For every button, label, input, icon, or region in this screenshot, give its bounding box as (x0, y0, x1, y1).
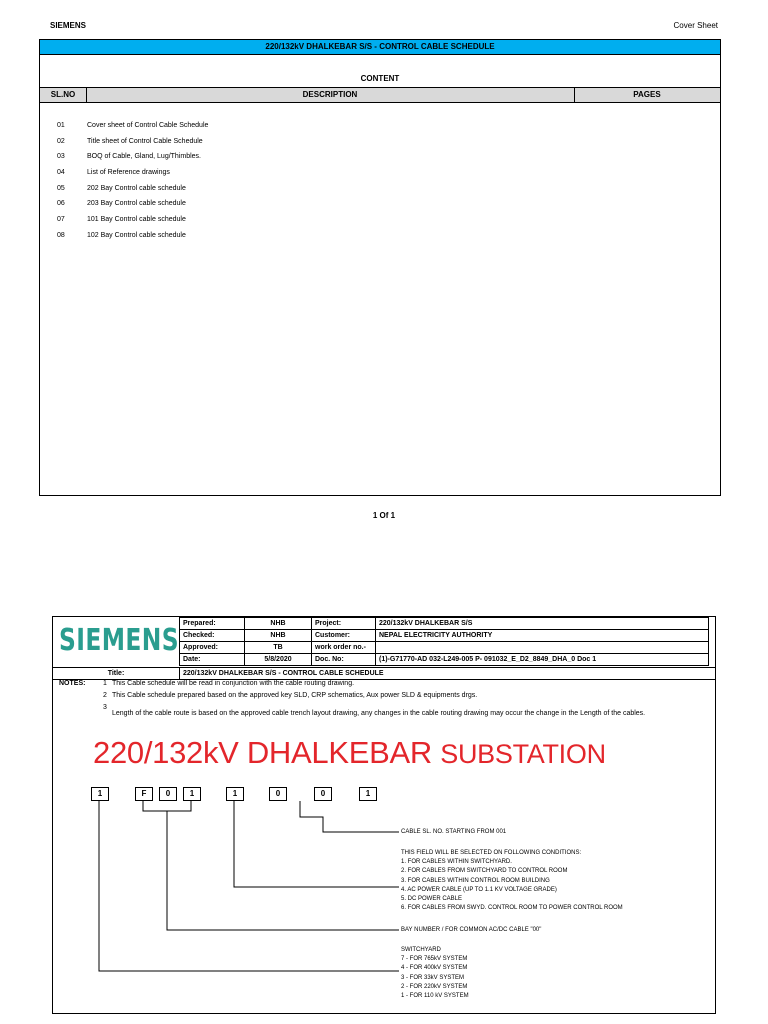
row-description: List of Reference drawings (87, 169, 170, 177)
row-number: 08 (57, 231, 65, 239)
col-slno: SL.NO (40, 88, 87, 102)
title-sheet (52, 616, 716, 1014)
brand-label: SIEMENS (50, 21, 87, 30)
code-box: 1 (359, 787, 377, 801)
list-item (57, 153, 208, 169)
row-description: 102 Bay Control cable schedule (87, 231, 186, 239)
contents-sheet (39, 39, 721, 496)
serial-leader-line (300, 801, 399, 832)
approved-value: TB (245, 642, 312, 654)
row-description: 202 Bay Control cable schedule (87, 184, 186, 192)
row-number: 04 (57, 169, 65, 177)
workorder-label: work order no.- (312, 642, 376, 654)
list-item (57, 138, 208, 154)
switchyard-leader-line (99, 801, 399, 971)
list-item (57, 216, 208, 232)
bay-leader-line (167, 811, 399, 930)
bay-bracket-line (143, 801, 191, 811)
col-pages: PAGES (633, 90, 661, 99)
row-description: Title sheet of Control Cable Schedule (87, 137, 203, 145)
checked-label: Checked: (180, 630, 245, 642)
code-box: 1 (91, 787, 109, 801)
note-text: This Cable schedule will be read in conjunction with the cable routing drawing. (112, 680, 355, 687)
row-description: Cover sheet of Control Cable Schedule (87, 122, 209, 129)
sheet-name: Cover Sheet (673, 21, 718, 30)
conditions-leader-line (234, 801, 399, 887)
date-label: Date: (180, 654, 245, 666)
conditions-annotation: THIS FIELD WILL BE SELECTED ON FOLLOWING CONDITIONS: 1. FOR CABLES WITHIN SWITCHYARD. 2. FOR CABLES FROM SWITCHYARD TO CONTROL ROOM 3. FOR CABLES WITHIN CONTROL ROOM BUILDING 4. AC POWER CABLE (UP TO 1.1 KV VOLTAGE GRADE) 5. DC POWER CABLE 6. FOR CABLES FROM SWYD. CONTROL ROOM TO POWER CONTROL ROOM (401, 850, 623, 912)
docno-label: Doc. No: (312, 654, 376, 666)
code-box: 1 (226, 787, 244, 801)
approved-label: Approved: (180, 642, 245, 654)
project-value: 220/132kV DHALKEBAR S/S (376, 618, 709, 630)
code-box: F (135, 787, 153, 801)
note-text: This Cable schedule prepared based on the approved key SLD, CRP schematics, Aux power SLD & equipments drgs. (112, 692, 478, 699)
prepared-label: Prepared: (180, 618, 245, 630)
contents-list (57, 122, 208, 248)
content-label: CONTENT (360, 74, 400, 83)
customer-value: NEPAL ELECTRICITY AUTHORITY (376, 630, 709, 642)
date-value: 5/8/2020 (245, 654, 312, 666)
leader-lines (53, 617, 717, 1015)
schedule-title: 220/132kV DHALKEBAR S/S - CONTROL CABLE SCHEDULE (40, 40, 720, 55)
list-item (57, 232, 208, 248)
row-number: 07 (57, 216, 65, 224)
row-description: 101 Bay Control cable schedule (87, 216, 186, 224)
note-number: 3 (103, 704, 107, 711)
row-description: 203 Bay Control cable schedule (87, 200, 186, 208)
row-number: 03 (57, 153, 65, 161)
note-number: 1 (103, 680, 107, 687)
list-item (57, 200, 208, 216)
list-item (57, 185, 208, 201)
project-label: Project: (312, 618, 376, 630)
note-text: Length of the cable route is based on the approved cable trench layout drawing, any changes in the cable routing drawing may occur the change in the Length of the cables. (112, 710, 646, 717)
code-box: 0 (314, 787, 332, 801)
docno-value: (1)-G71770-AD 032-L249-005 P- 091032_E_D2_8849_DHA_0 Doc 1 (376, 654, 709, 666)
prepared-value: NHB (245, 618, 312, 630)
code-box: 1 (183, 787, 201, 801)
row-number: 02 (57, 137, 65, 145)
col-description: DESCRIPTION (86, 88, 575, 102)
column-header (40, 87, 720, 103)
customer-label: Customer: (312, 630, 376, 642)
notes-label: NOTES: (59, 680, 86, 687)
row-description: BOQ of Cable, Gland, Lug/Thimbles. (87, 153, 201, 161)
checked-value: NHB (245, 630, 312, 642)
code-box: 0 (269, 787, 287, 801)
list-item (57, 122, 208, 138)
title-tail: SUBSTATION (440, 739, 606, 769)
switchyard-annotation: SWITCHYARD 7 - FOR 765kV SYSTEM 4 - FOR 400kV SYSTEM 3 - FOR 33kV SYSTEM 2 - FOR 220kV SYSTEM 1 - FOR 110 kV SYSTEM (401, 947, 469, 1000)
row-number: 05 (57, 184, 65, 192)
title-main: 220/132kV DHALKEBAR (93, 735, 432, 770)
list-item (57, 169, 208, 185)
row-number: 01 (57, 122, 65, 129)
serial-annotation: CABLE SL. NO. STARTING FROM 001 (401, 829, 507, 835)
code-box: 0 (159, 787, 177, 801)
title-value: 220/132kV DHALKEBAR S/S - CONTROL CABLE SCHEDULE (183, 670, 384, 677)
page-number: 1 Of 1 (372, 511, 396, 520)
note-number: 2 (103, 692, 107, 699)
title-label: Title: (53, 668, 180, 679)
bay-annotation: BAY NUMBER / FOR COMMON AC/DC CABLE "00" (401, 927, 542, 933)
siemens-logo: SIEMENS (59, 623, 179, 658)
row-number: 06 (57, 200, 65, 208)
